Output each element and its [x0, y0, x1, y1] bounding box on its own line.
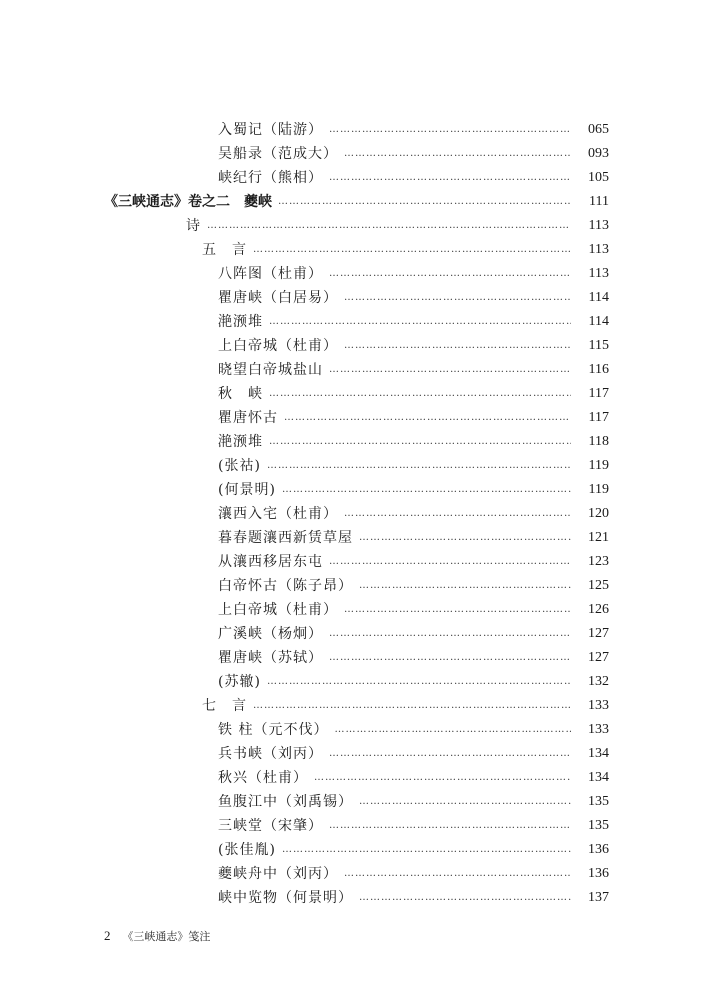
dot-leader [344, 502, 571, 526]
toc-entry-title: 秋兴（杜甫） [218, 770, 308, 786]
dot-leader [267, 454, 571, 478]
toc-entry [0, 694, 718, 718]
toc-entry-page: 114 [588, 314, 609, 329]
dot-leader [334, 718, 571, 742]
dot-leader [267, 670, 571, 694]
dot-leader [359, 574, 571, 598]
toc-entry-title: 暮春题瀼西新赁草屋 [218, 530, 353, 546]
toc-entry [0, 886, 718, 910]
toc-entry-page: 119 [588, 482, 609, 497]
dot-leader [329, 622, 571, 646]
toc-entry-title: 夔峡舟中（刘丙） [218, 866, 338, 882]
toc-entry [0, 598, 718, 622]
toc-entry [0, 142, 718, 166]
toc-entry-page: 127 [588, 626, 609, 641]
dot-leader [282, 478, 571, 502]
dot-leader [329, 358, 571, 382]
toc-entry [0, 334, 718, 358]
toc-entry [0, 478, 718, 502]
toc-entry-page: 119 [588, 458, 609, 473]
toc-entry [0, 670, 718, 694]
dot-leader [329, 118, 571, 142]
toc-entry [0, 190, 718, 214]
dot-leader [207, 214, 571, 238]
toc-entry [0, 742, 718, 766]
dot-leader [269, 430, 571, 454]
toc-entry-title: 诗 [186, 218, 201, 234]
toc-entry-page: 113 [588, 266, 609, 281]
toc-entry-title: 上白帝城（杜甫） [218, 602, 338, 618]
toc-entry [0, 358, 718, 382]
toc-entry [0, 550, 718, 574]
toc-entry [0, 646, 718, 670]
toc-entry-page: 134 [588, 770, 609, 785]
toc-entry [0, 838, 718, 862]
toc-entry [0, 286, 718, 310]
toc-entry-title: 瀼西入宅（杜甫） [218, 506, 338, 522]
toc-entry-title: (张佳胤) [218, 842, 276, 858]
toc-entry-page: 117 [588, 410, 609, 425]
toc-entry [0, 214, 718, 238]
dot-leader [329, 550, 571, 574]
toc-entry-page: 111 [589, 194, 609, 209]
table-of-contents [0, 118, 718, 910]
toc-entry [0, 406, 718, 430]
toc-entry-page: 120 [588, 506, 609, 521]
running-title: 《三峡通志》笺注 [122, 930, 211, 943]
toc-entry-title: 晓望白帝城盐山 [218, 362, 323, 378]
dot-leader [359, 886, 571, 910]
toc-entry-title: 八阵图（杜甫） [218, 266, 323, 282]
toc-entry-page: 126 [588, 602, 609, 617]
toc-entry-title: 兵书峡（刘丙） [218, 746, 323, 762]
dot-leader [329, 262, 571, 286]
toc-entry-page: 115 [588, 338, 609, 353]
toc-entry-page: 114 [588, 290, 609, 305]
toc-entry [0, 166, 718, 190]
toc-entry-title: 瞿唐怀古 [218, 410, 278, 426]
toc-entry-page: 105 [588, 170, 609, 185]
toc-entry-page: 127 [588, 650, 609, 665]
toc-entry-page: 133 [588, 722, 609, 737]
toc-entry [0, 262, 718, 286]
toc-entry-title: 峡中览物（何景明） [218, 890, 353, 906]
toc-entry-title: 滟滪堆 [218, 434, 263, 450]
dot-leader [284, 406, 571, 430]
toc-entry [0, 310, 718, 334]
toc-entry [0, 622, 718, 646]
dot-leader [344, 286, 571, 310]
dot-leader [278, 190, 571, 214]
toc-entry-title: 从瀼西移居东屯 [218, 554, 323, 570]
toc-entry-title: 入蜀记（陆游） [218, 122, 323, 138]
dot-leader [344, 142, 571, 166]
toc-entry-page: 118 [588, 434, 609, 449]
toc-entry-title: 瞿唐峡（苏轼） [218, 650, 323, 666]
toc-entry-title: 瞿唐峡（白居易） [218, 290, 338, 306]
toc-entry-page: 116 [588, 362, 609, 377]
toc-entry [0, 238, 718, 262]
dot-leader [329, 742, 571, 766]
toc-entry-page: 123 [588, 554, 609, 569]
toc-entry-page: 113 [588, 218, 609, 233]
toc-entry [0, 526, 718, 550]
toc-entry [0, 766, 718, 790]
toc-entry-title: 白帝怀古（陈子昂） [218, 578, 353, 594]
toc-entry-page: 065 [588, 122, 609, 137]
toc-entry-title: 广溪峡（杨炯） [218, 626, 323, 642]
toc-entry-page: 136 [588, 866, 609, 881]
toc-entry-page: 135 [588, 794, 609, 809]
toc-entry-title: 铁 柱（元不伐） [218, 722, 329, 738]
toc-entry [0, 502, 718, 526]
toc-entry-page: 134 [588, 746, 609, 761]
toc-entry [0, 862, 718, 886]
toc-entry-page: 117 [588, 386, 609, 401]
toc-entry [0, 118, 718, 142]
toc-entry-page: 125 [588, 578, 609, 593]
page-footer [104, 928, 210, 944]
toc-entry-title: (张祜) [218, 458, 261, 474]
toc-entry-page: 121 [588, 530, 609, 545]
dot-leader [253, 238, 571, 262]
toc-entry-title: (苏辙) [218, 674, 261, 690]
toc-entry-page: 093 [588, 146, 609, 161]
dot-leader [269, 310, 571, 334]
toc-entry-title: 七 言 [202, 698, 247, 714]
toc-entry [0, 430, 718, 454]
toc-entry-title: 峡纪行（熊相） [218, 170, 323, 186]
dot-leader [329, 814, 571, 838]
page-number: 2 [104, 928, 111, 943]
dot-leader [253, 694, 571, 718]
toc-entry-page: 133 [588, 698, 609, 713]
dot-leader [282, 838, 571, 862]
toc-entry-page: 113 [588, 242, 609, 257]
dot-leader [359, 790, 571, 814]
toc-entry [0, 718, 718, 742]
toc-entry [0, 790, 718, 814]
toc-entry-title: 滟滪堆 [218, 314, 263, 330]
dot-leader [344, 598, 571, 622]
dot-leader [329, 166, 571, 190]
dot-leader [359, 526, 571, 550]
toc-entry [0, 814, 718, 838]
toc-entry-page: 136 [588, 842, 609, 857]
dot-leader [314, 766, 571, 790]
dot-leader [329, 646, 571, 670]
dot-leader [344, 862, 571, 886]
toc-entry-title: 三峡堂（宋肇） [218, 818, 323, 834]
toc-entry [0, 454, 718, 478]
toc-entry-title: 《三峡通志》卷之二 夔峡 [104, 194, 272, 210]
toc-entry-page: 135 [588, 818, 609, 833]
dot-leader [269, 382, 571, 406]
toc-entry-title: (何景明) [218, 482, 276, 498]
toc-entry-page: 132 [588, 674, 609, 689]
toc-entry-page: 137 [588, 890, 609, 905]
toc-entry-title: 吴船录（范成大） [218, 146, 338, 162]
toc-entry-title: 秋 峡 [218, 386, 263, 402]
dot-leader [344, 334, 571, 358]
toc-entry [0, 382, 718, 406]
toc-entry-title: 鱼腹江中（刘禹锡） [218, 794, 353, 810]
toc-entry-title: 五 言 [202, 242, 247, 258]
toc-entry [0, 574, 718, 598]
toc-entry-title: 上白帝城（杜甫） [218, 338, 338, 354]
